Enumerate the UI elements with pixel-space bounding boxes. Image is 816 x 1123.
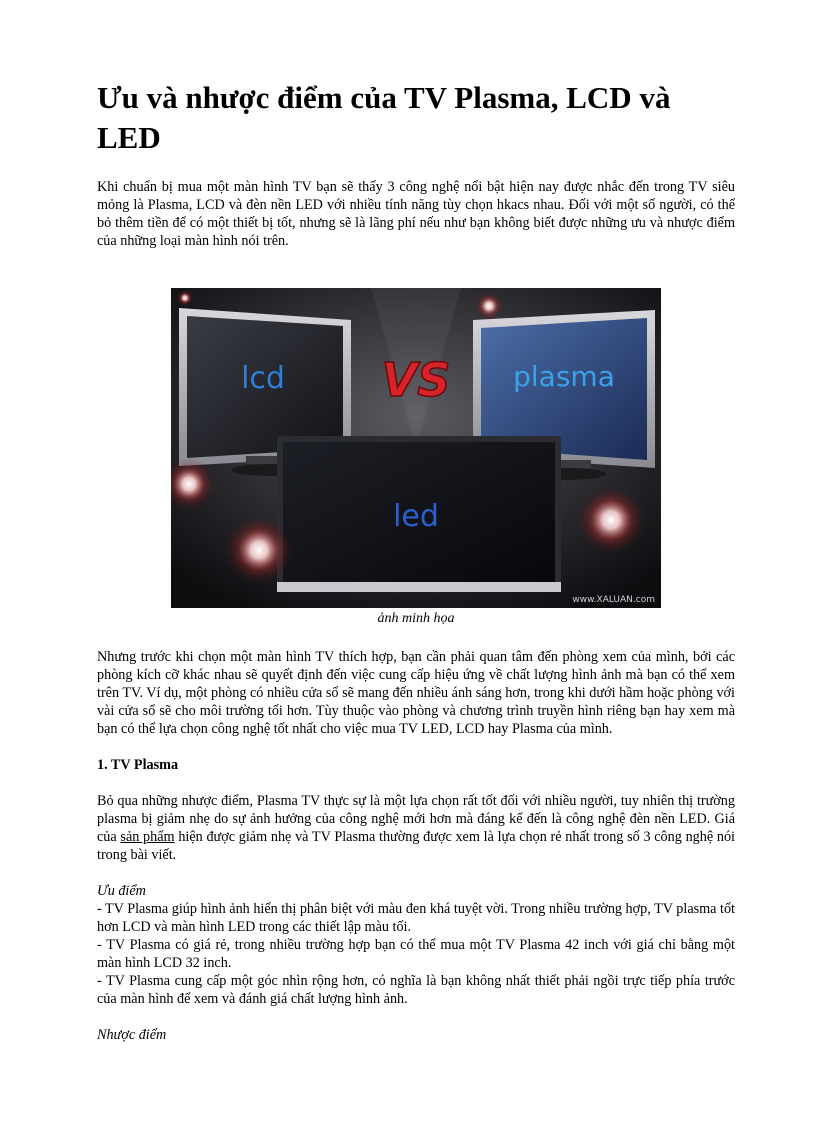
watermark: www.XALUAN.com xyxy=(572,595,655,605)
paragraph-text: Bỏ qua những nhược điểm, Plasma TV thực sự là một lựa chọn rất tốt đối với nhiều người, tuy nhiên thị trường plasma bị giảm nhẹ do sự ảnh hưởng của công nghệ mới hơn mà đáng kể đến là công nghệ đèn nền LED. Giá của xyxy=(97,793,735,845)
product-link[interactable]: sản phẩm xyxy=(120,829,175,845)
figure-caption: ảnh minh họa xyxy=(377,611,455,626)
page-title: Ưu và nhược điểm của TV Plasma, LCD và LED xyxy=(97,80,671,155)
advantage-item: - TV Plasma cung cấp một góc nhìn rộng hơn, có nghĩa là bạn không nhất thiết phải ngồi trực tiếp phía trước của màn hình để xem và đánh giá chất lượng hình ảnh. xyxy=(97,973,735,1007)
advantages-heading: Ưu điểm xyxy=(97,883,146,899)
tv-comparison-image xyxy=(171,288,661,608)
plasma-label: plasma xyxy=(513,360,615,393)
paragraph-text: hiện được giảm nhẹ và TV Plasma thường được xem là lựa chọn rẻ nhất trong số 3 công nghệ nói trong bài viết. xyxy=(97,829,735,863)
advantage-item: - TV Plasma có giá rẻ, trong nhiều trường hợp bạn có thể mua một TV Plasma 42 inch với giá chỉ bằng một màn hình LCD 32 inch. xyxy=(97,937,735,971)
lcd-label: lcd xyxy=(241,361,285,396)
led-tv xyxy=(277,436,561,592)
figure xyxy=(97,288,735,628)
advantage-item: - TV Plasma giúp hình ảnh hiển thị phân biệt với màu đen khá tuyệt vời. Trong nhiều trường hợp, TV plasma tốt hơn LCD và màn hình LED trong các thiết lập màu tối. xyxy=(97,901,735,935)
body-paragraph-plasma xyxy=(97,792,735,864)
body-paragraph-room: Nhưng trước khi chọn một màn hình TV thích hợp, bạn cần phải quan tâm đến phòng xem của mình, bởi các phòng kích cỡ khác nhau sẽ quyết định đến việc cung cấp hiệu ứng về chất lượng hình ảnh mà bạn có thể xem trên TV. Ví dụ, một phòng có nhiều cửa sổ sẽ mang đến nhiều ánh sáng hơn, trong khi dưới hầm hoặc phòng với vài cửa sổ sẽ cho môi trường tối hơn. Tùy thuộc vào phòng và chương trình truyền hình riêng bạn hay xem mà bạn có thể lựa chọn công nghệ tốt nhất cho việc mua TV LED, LCD hay Plasma của mình. xyxy=(97,649,735,737)
intro-paragraph: Khi chuẩn bị mua một màn hình TV bạn sẽ thấy 3 công nghệ nổi bật hiện nay được nhắc đến trong TV siêu mỏng là Plasma, LCD và đèn nền LED với nhiều tính năng tùy chọn hkacs nhau. Đối với một số người, có thể bỏ thêm tiền để có một thiết bị tốt, nhưng sẽ là lãng phí nếu như bạn không biết được những ưu và nhược điểm của những loại màn hình nói trên. xyxy=(97,179,735,249)
disadvantages-heading: Nhược điểm xyxy=(97,1027,167,1043)
section-heading-plasma: 1. TV Plasma xyxy=(97,757,179,773)
document-content xyxy=(97,78,735,1044)
led-label: led xyxy=(393,499,439,534)
vs-label: VS xyxy=(381,353,451,407)
